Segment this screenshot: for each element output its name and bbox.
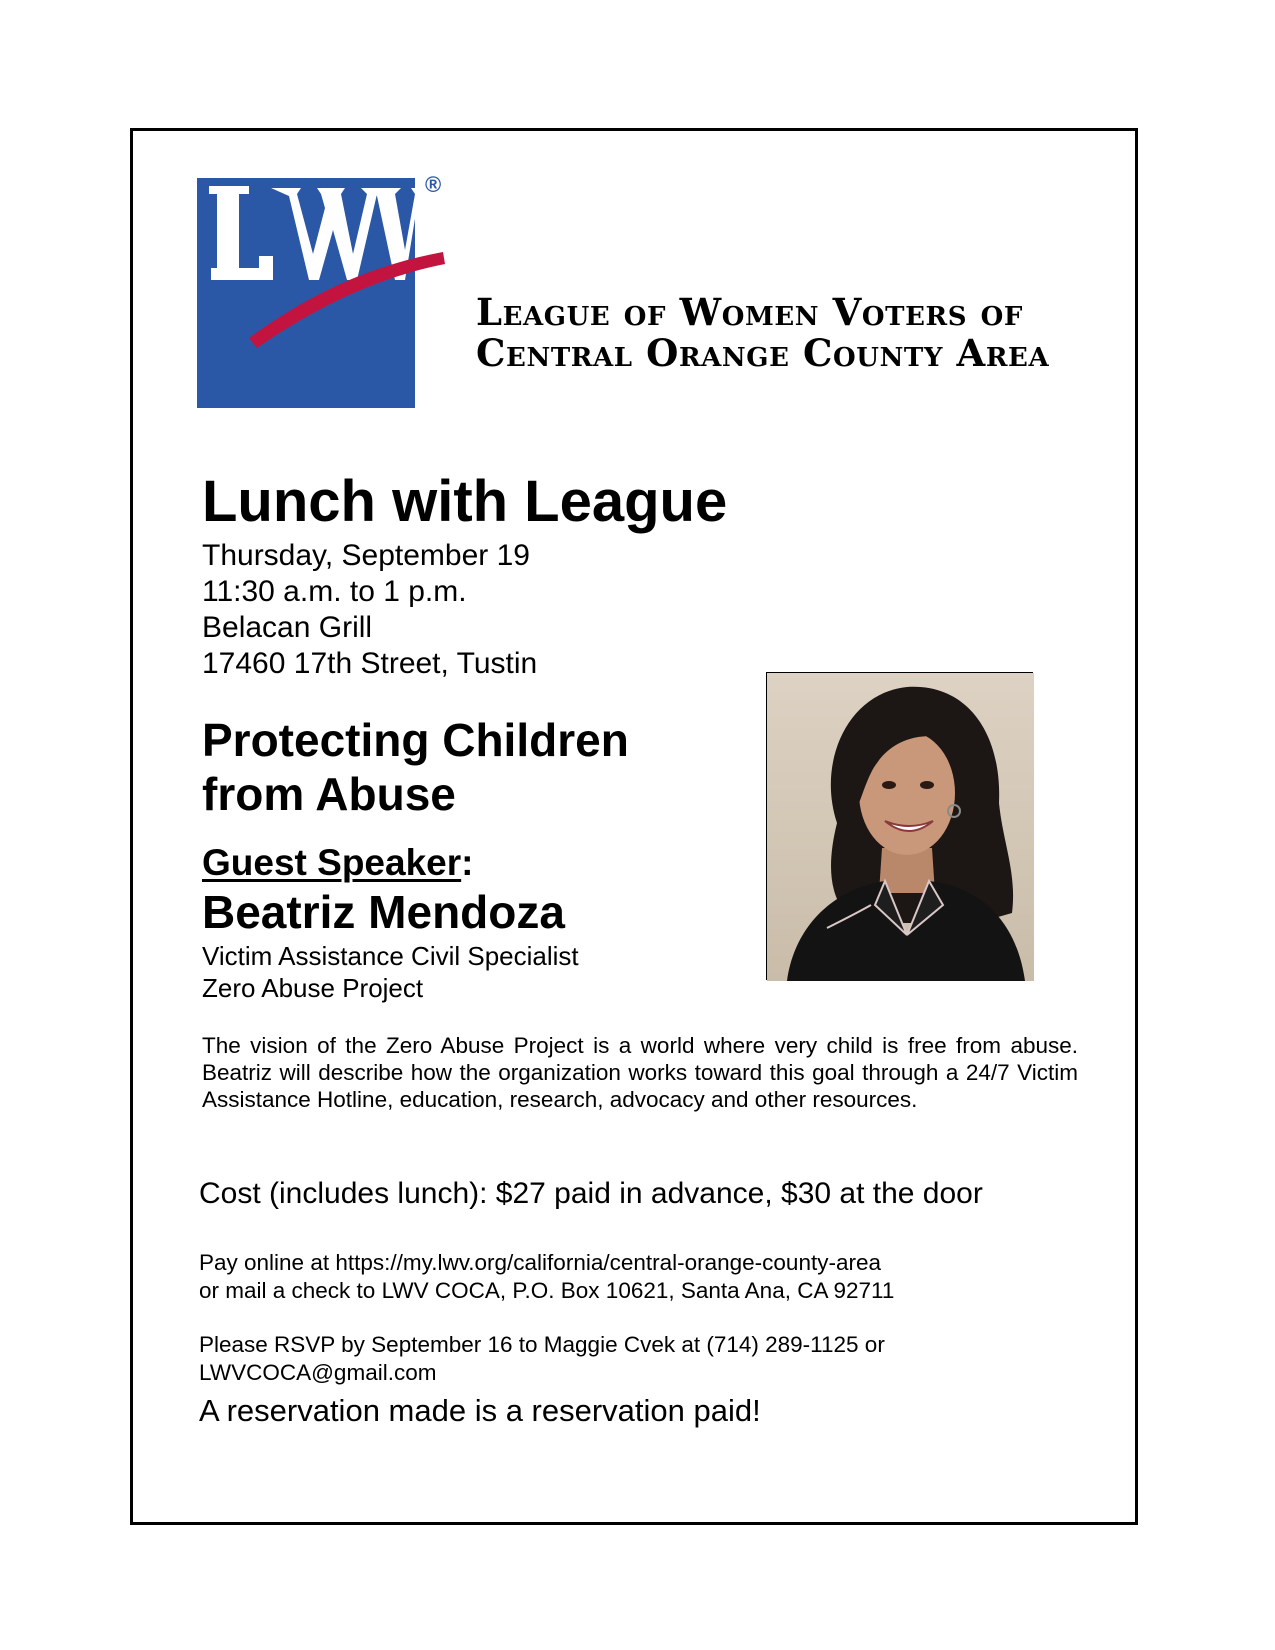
- talk-topic-line1: Protecting Children: [202, 714, 629, 766]
- speaker-organization: Zero Abuse Project: [202, 973, 424, 1003]
- event-date: Thursday, September 19: [202, 539, 530, 572]
- payment-mail: or mail a check to LWV COCA, P.O. Box 10621, Santa Ana, CA 92711: [199, 1278, 895, 1303]
- talk-topic: [202, 713, 629, 821]
- guest-speaker-label: Guest Speaker: [202, 842, 462, 883]
- speaker-credentials: [202, 940, 579, 1004]
- reservation-note: A reservation made is a reservation paid!: [199, 1393, 761, 1428]
- event-venue: Belacan Grill: [202, 611, 373, 644]
- payment-online: Pay online at https://my.lwv.org/california/central-orange-county-area: [199, 1250, 881, 1275]
- talk-topic-line2: from Abuse: [202, 768, 456, 820]
- speaker-portrait-icon: [767, 673, 1034, 981]
- event-address: 17460 17th Street, Tustin: [202, 647, 538, 680]
- lwv-logo: [197, 172, 442, 408]
- rsvp-email: LWVCOCA@gmail.com: [199, 1360, 437, 1385]
- event-title: Lunch with League: [202, 469, 728, 534]
- speaker-name: Beatriz Mendoza: [202, 886, 565, 938]
- event-time: 11:30 a.m. to 1 p.m.: [202, 575, 467, 608]
- event-cost: Cost (includes lunch): $27 paid in advance, $30 at the door: [199, 1177, 983, 1210]
- organization-name-line2: Central Orange County Area: [476, 331, 1050, 375]
- guest-speaker-heading: [202, 842, 473, 884]
- rsvp-line1: Please RSVP by September 16 to Maggie Cvek at (714) 289-1125 or: [199, 1332, 885, 1357]
- speaker-role: Victim Assistance Civil Specialist: [202, 941, 579, 971]
- lwv-logo-graphic: [197, 172, 442, 408]
- speaker-photo: [766, 672, 1033, 980]
- guest-speaker-colon: :: [461, 842, 474, 883]
- rsvp-info: [199, 1331, 885, 1387]
- organization-name: [476, 292, 1116, 374]
- event-details: [202, 538, 537, 682]
- event-description: The vision of the Zero Abuse Project is a world where very child is free from abuse. Beatriz will describe how the organization works toward this goal through a 24/7 Victim Assistance Hotline, education, research, advocacy and other resources.: [202, 1033, 1078, 1112]
- payment-info: [199, 1249, 894, 1305]
- registered-mark: ®: [425, 172, 442, 197]
- organization-name-line1: League of Women Voters of: [476, 290, 1023, 334]
